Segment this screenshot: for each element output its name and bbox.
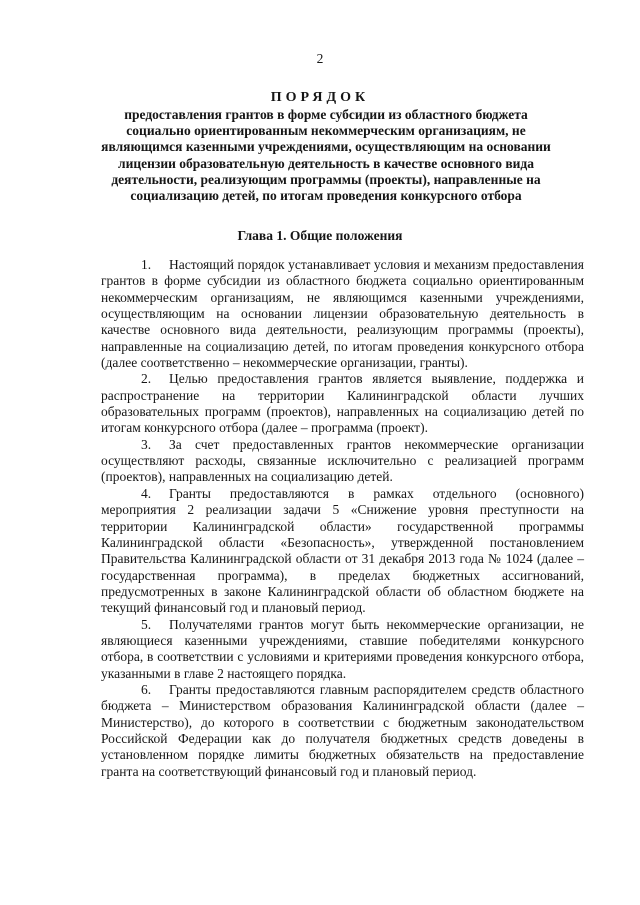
paragraph-number: 6.	[141, 681, 152, 697]
paragraph-text: Гранты предоставляются главным распорядителем средств областного бюджета – Министерством образования Калининградской области (далее – Министерство), до которого в соответствии с бюджетным законодательством Российской Федерации как до получателя бюджетных средств доведены в установленном порядке лимиты бюджетных обязательств на предоставление гранта на соответствующий финансовый год и плановый период.	[101, 681, 584, 779]
paragraph-text: Гранты предоставляются в рамках отдельного (основного) мероприятия 2 реализации задачи 5 «Снижение уровня преступности на территории Калининградской области» государственной программы Калининградской области «Безопасность», утвержденной постановлением Правительства Калининградской области от 31 декабря 2013 года № 1024 (далее – государственная программа), в пределах бюджетных ассигнований, предусмотренных в законе Калининградской области об областном бюджете на текущий финансовый год и плановый период.	[101, 485, 584, 616]
paragraph-1	[101, 257, 584, 371]
paragraph-number: 5.	[141, 616, 152, 632]
paragraph-2	[101, 371, 584, 436]
document-subtitle: предоставления грантов в форме субсидии из областного бюджета социально ориентированным некоммерческим организациям, не являющимся казенными учреждениями, осуществляющим на основании лицензии образовательную деятельность в качестве основного вида деятельности, реализующим программы (проекты), направленные на социализацию детей, по итогам проведения конкурсного отбора	[101, 107, 551, 204]
paragraph-number: 3.	[141, 436, 152, 452]
paragraph-number: 1.	[141, 257, 152, 272]
paragraph-6	[101, 682, 584, 780]
page-number: 2	[316, 51, 324, 66]
paragraph-number: 4.	[141, 485, 152, 501]
chapter-heading: Глава 1. Общие положения	[237, 228, 403, 243]
paragraph-text: За счет предоставленных грантов некоммерческие организации осуществляют расходы, связанные исключительно с реализацией программ (проектов), направленных на социализацию детей.	[101, 436, 584, 485]
paragraph-text: Целью предоставления грантов является выявление, поддержка и распространение на территории Калининградской области лучших образовательных программ (проектов), направленных на социализацию детей по итогам конкурсного отбора (далее – программа (проект).	[101, 371, 584, 436]
paragraph-3	[101, 437, 584, 486]
document-body	[101, 257, 584, 780]
document-title: ПОРЯДОК	[270, 90, 370, 105]
paragraph-4	[101, 486, 584, 617]
paragraph-number: 2.	[141, 371, 152, 387]
paragraph-5	[101, 617, 584, 682]
paragraph-text: Настоящий порядок устанавливает условия и механизм предоставления грантов в форме субсидии из областного бюджета социально ориентированным некоммерческим организациям, не являющимся казенными учреждениями, осуществляющим на основании лицензии образовательную деятельность в качестве основного вида деятельности, реализующим программы (проекты), направленные на социализацию детей, по итогам проведения конкурсного отбора (далее соответственно – некоммерческие организации, гранты).	[101, 257, 584, 371]
paragraph-text: Получателями грантов могут быть некоммерческие организации, не являющиеся казенными учреждениями, ставшие победителями конкурсного отбора, в соответствии с условиями и критериями проведения конкурсного отбора, указанными в главе 2 настоящего порядка.	[101, 616, 584, 681]
